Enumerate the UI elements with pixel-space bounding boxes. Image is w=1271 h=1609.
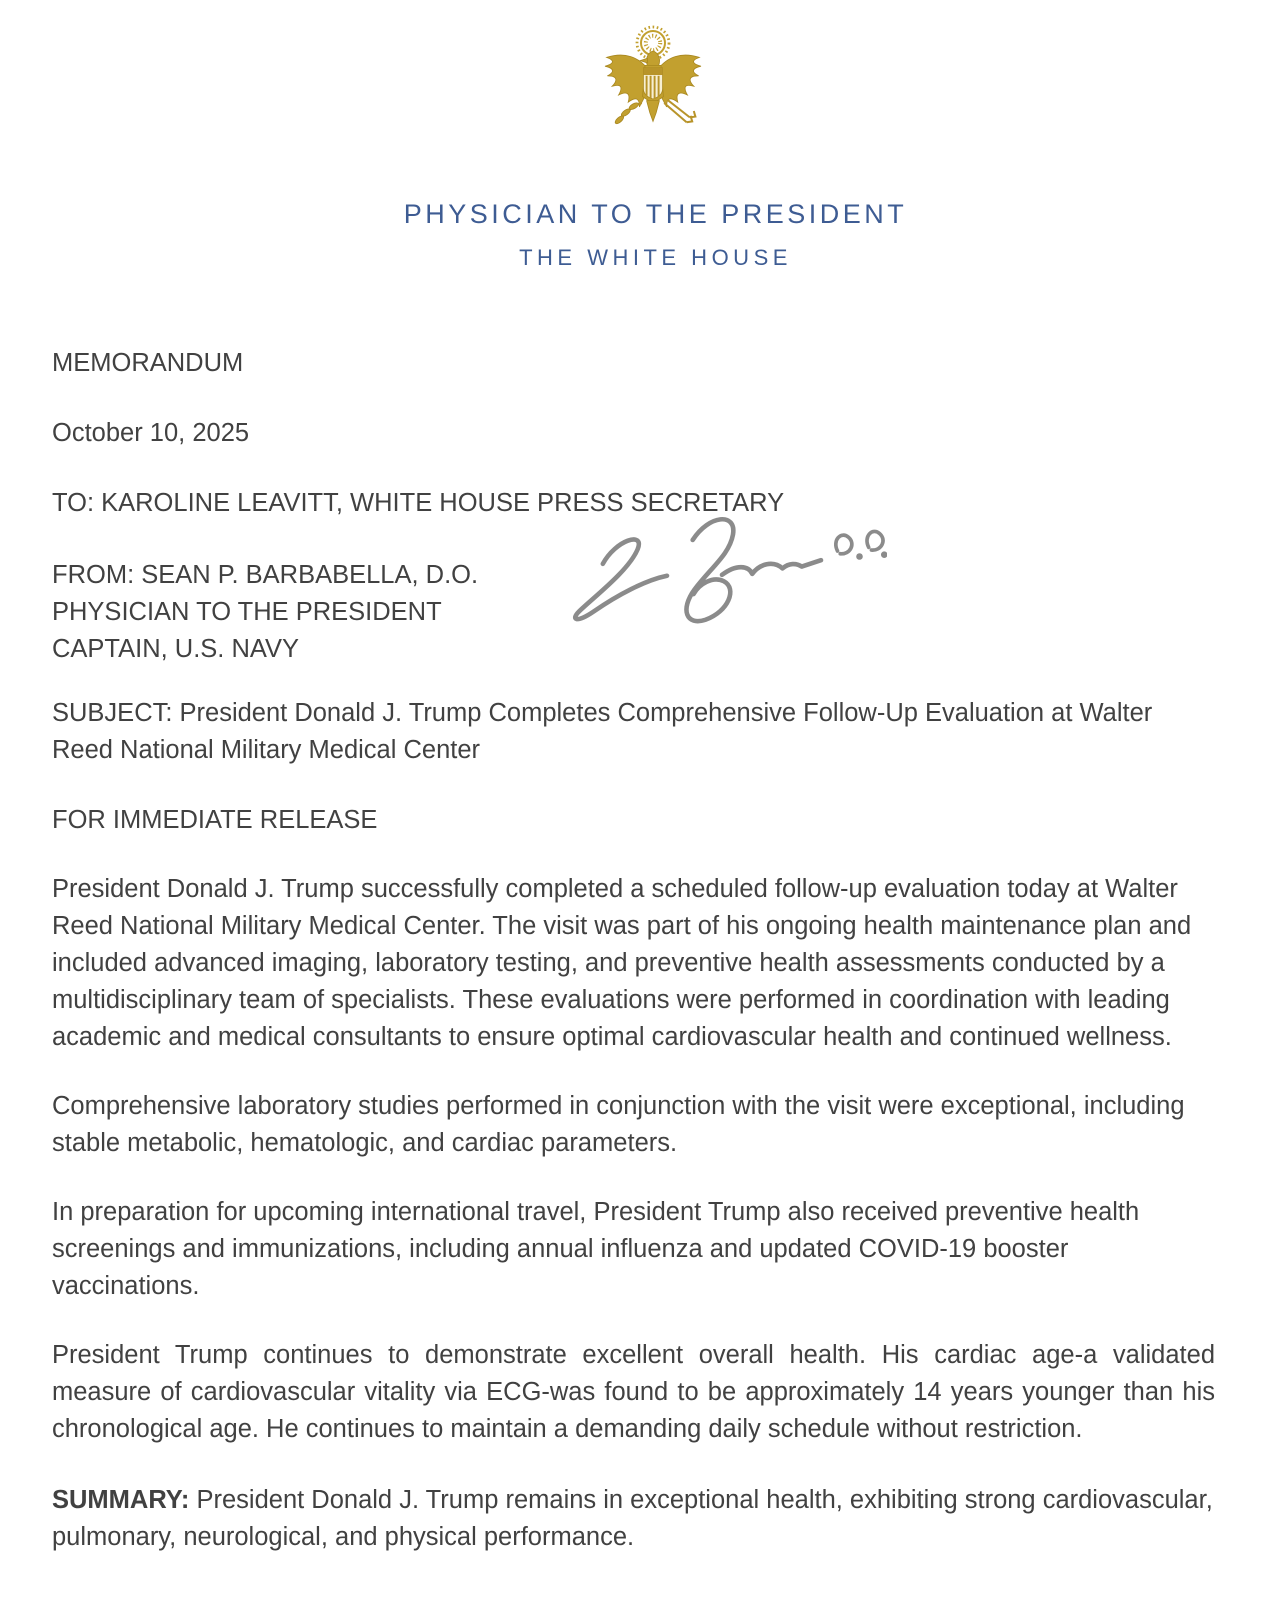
body-paragraph: In preparation for upcoming international travel, President Trump also received preventive health screenings and immunizations, including annual influenza and updated COVID-19 booster vaccinations. bbox=[52, 1198, 1140, 1300]
body-paragraph: President Donald J. Trump successfully completed a scheduled follow-up evaluation today at Walter Reed National Military Medical Center. The visit was part of his ongoing health maintenance plan and included advanced imaging, laboratory testing, and preventive health assessments conducted by a multidisciplinary team of specialists. These evaluations were performed in coordination with leading academic and medical consultants to ensure optimal cardiovascular health and continued wellness. bbox=[52, 875, 1192, 1051]
body-text bbox=[52, 871, 1215, 1448]
from-line: FROM: SEAN P. BARBABELLA, D.O. bbox=[52, 561, 479, 589]
date-line: October 10, 2025 bbox=[52, 419, 250, 447]
body-paragraph: Comprehensive laboratory studies performed in conjunction with the visit were exceptional, including stable metabolic, hematologic, and cardiac parameters. bbox=[52, 1092, 1185, 1157]
summary-paragraph bbox=[52, 1482, 1215, 1556]
memorandum-label: MEMORANDUM bbox=[52, 349, 244, 377]
to-line: TO: KAROLINE LEAVITT, WHITE HOUSE PRESS SECRETARY bbox=[52, 489, 785, 517]
from-rank-line: CAPTAIN, U.S. NAVY bbox=[52, 635, 300, 663]
summary-label: SUMMARY: bbox=[52, 1486, 190, 1514]
letterhead-subtitle: THE WHITE HOUSE bbox=[519, 245, 792, 270]
body-paragraph: President Trump continues to demonstrate excellent overall health. His cardiac age-a validated measure of cardiovascular vitality via ECG-was found to be approximately 14 years younger than his chronological age. He continues to maintain a demanding daily schedule without restriction. bbox=[52, 1341, 1215, 1443]
summary-text: President Donald J. Trump remains in exceptional health, exhibiting strong cardiovascular, pulmonary, neurological, and physical performance. bbox=[52, 1486, 1213, 1551]
us-eagle-seal-icon bbox=[597, 14, 709, 165]
release-line: FOR IMMEDIATE RELEASE bbox=[52, 806, 378, 834]
memo-content bbox=[0, 345, 1215, 1556]
signature-do-note bbox=[836, 531, 886, 558]
letterhead bbox=[0, 0, 1271, 271]
from-title-line: PHYSICIAN TO THE PRESIDENT bbox=[52, 598, 442, 626]
letterhead-title: PHYSICIAN TO THE PRESIDENT bbox=[403, 199, 908, 229]
from-block bbox=[52, 557, 1215, 668]
subject-line: SUBJECT: President Donald J. Trump Completes Comprehensive Follow-Up Evaluation at Walter Reed National Military Medical Center bbox=[52, 699, 1153, 764]
